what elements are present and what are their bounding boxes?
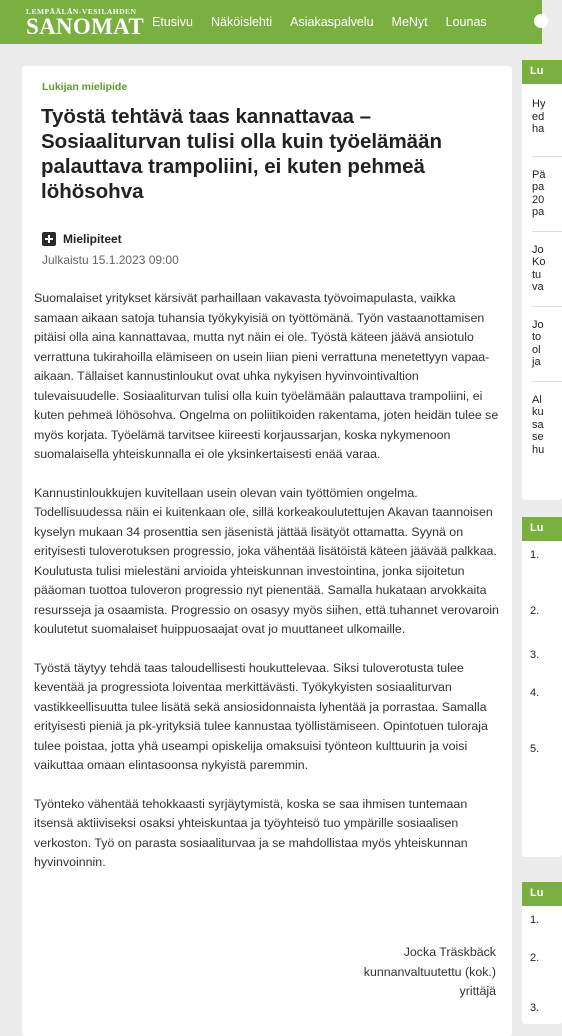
sidebar-list-item[interactable]: 3. [530, 649, 540, 661]
sidebar-box-heading: Lu [522, 60, 562, 84]
divider [532, 306, 562, 307]
sidebar-list-item[interactable]: 3. [530, 1002, 540, 1014]
article-headline: Työstä tehtävä taas kannattavaa – Sosiaaliturvan tulisi olla kuin työelämään palauttava trampoliini, ei kuten pehmeä löhösohva [41, 105, 443, 203]
divider [532, 381, 562, 382]
top-navigation-bar [0, 0, 542, 44]
article-paragraph: Työnteko vähentää tehokkaasti syrjäytymistä, koska se saa ihmisen tuntemaan itsensä aktiiviseksi osaksi yhteiskuntaa ja työyhteisö tuo ympärille sosiaalisen verkoston. Työ on parasta sosiaaliturvaa ja se mahdollistaa myös yhteiskunnan hyvinvoinnin. [34, 796, 468, 869]
author-occupation: yrittäjä [459, 984, 496, 998]
divider [532, 156, 562, 157]
article-paragraph: Suomalaiset yritykset kärsivät parhaillaan vakavasta työvoimapulasta, vaikka samaan aikaan satoja tuhansia työkykyisiä on työttömänä. Työn vastaanottamisen pitäisi olla aina kannattavaa, mutta nyt näin ei ole. Työstä käteen jäävä ansiotulo verrattuna tukirahoilla elämiseen on usein liian pieni verrattuna menetettyyn vapaa-aikaan. Tällaiset kannustinloukut ovat uhka nykyisen hyvinvointivaltion tulevaisuudelle. Sosiaaliturvan tulisi olla kuin työelämään palauttava trampoliini, ei kuten pehmeä löhösohva. Ongelma on poliitikoiden rakentama, joten heidän tulee se myös korjata. Työelämä tarvitsee kiireesti korjaussarjan, koska nykymenoon suomalaisella yhteiskunnalla ei ole yksinkertaisesti enää varaa. [34, 291, 499, 461]
article-paragraph: Kannustinloukkujen kuvitellaan usein olevan vain työttömien ongelma. Todellisuudessa näin ei kuitenkaan ole, sillä korkeakoulutettujen Akavan taannoisen kyselyn mukaan 34 prosenttia sen jäsenistä jättää lisätyöt ottamatta. Syynä on erityisesti tuloverotuksen progressio, joka vähentää lisätöistä käteen jäävää palkkaa. Koulutusta tulisi mielestäni arvioida yhteiskunnan investointina, jonka sijoitetun pääoman tuottoa tuloveron progressio nyt pienentää. Samalla hukataan arvokkaita resursseja ja osaamista. Progressio on osasyy myös siihen, että tuhannet verovaroin koulutetut suomalaiset huippuosaajat ovat jo muuttaneet ulkomaille. [34, 485, 499, 636]
author-name: Jocka Träskbäck [403, 945, 496, 959]
sidebar-list-item[interactable]: 1. [530, 914, 540, 926]
main-nav [152, 0, 487, 44]
sidebar-item[interactable]: Jo Ko tu va [532, 243, 546, 293]
article-paragraph: Työstä täytyy tehdä taas taloudellisesti houkuttelevaa. Siksi tuloverotusta tulee keventää ja progressiota loiventaa merkittävästi. Työkykyisten sosiaaliturvan vastikkeellisuutta tulee lisätä sekä ansiosidonnaista lyhentää ja porrastaa. Samalla erityisesti pieniä ja pk-yrityksiä tulee kannustaa työllistämiseen. Opintotuen tuloraja tulee poistaa, jotta yhä useampi opiskelija omaksuisi työnteon kulttuurin ja voisi vaikuttaa omaan elintasoonsa nykyistä paremmin. [34, 660, 488, 772]
logo-subtitle: LEMPÄÄLÄN-VESILAHDEN [26, 7, 137, 16]
sidebar-box-heading: Lu [522, 517, 562, 541]
sidebar-item[interactable]: Jo to ol ja [532, 318, 544, 368]
sidebar-list-item[interactable]: 2. [530, 952, 540, 964]
sidebar-item[interactable]: Al ku sa se hu [532, 393, 545, 456]
logo-title: SANOMAT [26, 14, 144, 39]
sidebar-box-ranked-list [522, 517, 562, 857]
article-body [34, 289, 500, 892]
sidebar-list-item[interactable]: 2. [530, 605, 540, 617]
sidebar-box-latest [522, 882, 562, 1024]
published-date: Julkaistu 15.1.2023 09:00 [42, 253, 179, 267]
article-kicker[interactable]: Lukijan mielipide [42, 81, 128, 93]
user-icon[interactable] [534, 14, 548, 28]
plus-square-icon [42, 232, 56, 246]
author-role: kunnanvaltuutettu (kok.) [363, 964, 496, 979]
site-logo[interactable] [26, 8, 144, 38]
nav-nakoislehti[interactable]: Näköislehti [211, 15, 273, 29]
sidebar-box-most-read [522, 60, 562, 500]
divider [532, 231, 562, 232]
sidebar-list-item[interactable]: 1. [530, 549, 540, 561]
sidebar-box-heading: Lu [522, 882, 562, 906]
sidebar-item[interactable]: Pä pa 20 pa [532, 168, 546, 218]
nav-asiakaspalvelu[interactable]: Asiakaspalvelu [290, 15, 374, 29]
sidebar-list-item[interactable]: 4. [530, 687, 540, 699]
nav-lounas[interactable]: Lounas [445, 15, 487, 29]
nav-menyt[interactable]: MeNyt [391, 15, 428, 29]
sidebar-item[interactable]: Hy ed ha [532, 98, 546, 135]
article-card [22, 66, 512, 1036]
nav-etusivu[interactable]: Etusivu [152, 15, 193, 29]
article-category[interactable] [42, 232, 122, 246]
category-label: Mielipiteet [63, 232, 122, 246]
sidebar-list-item[interactable]: 5. [530, 743, 540, 755]
author-signature [364, 943, 496, 1002]
